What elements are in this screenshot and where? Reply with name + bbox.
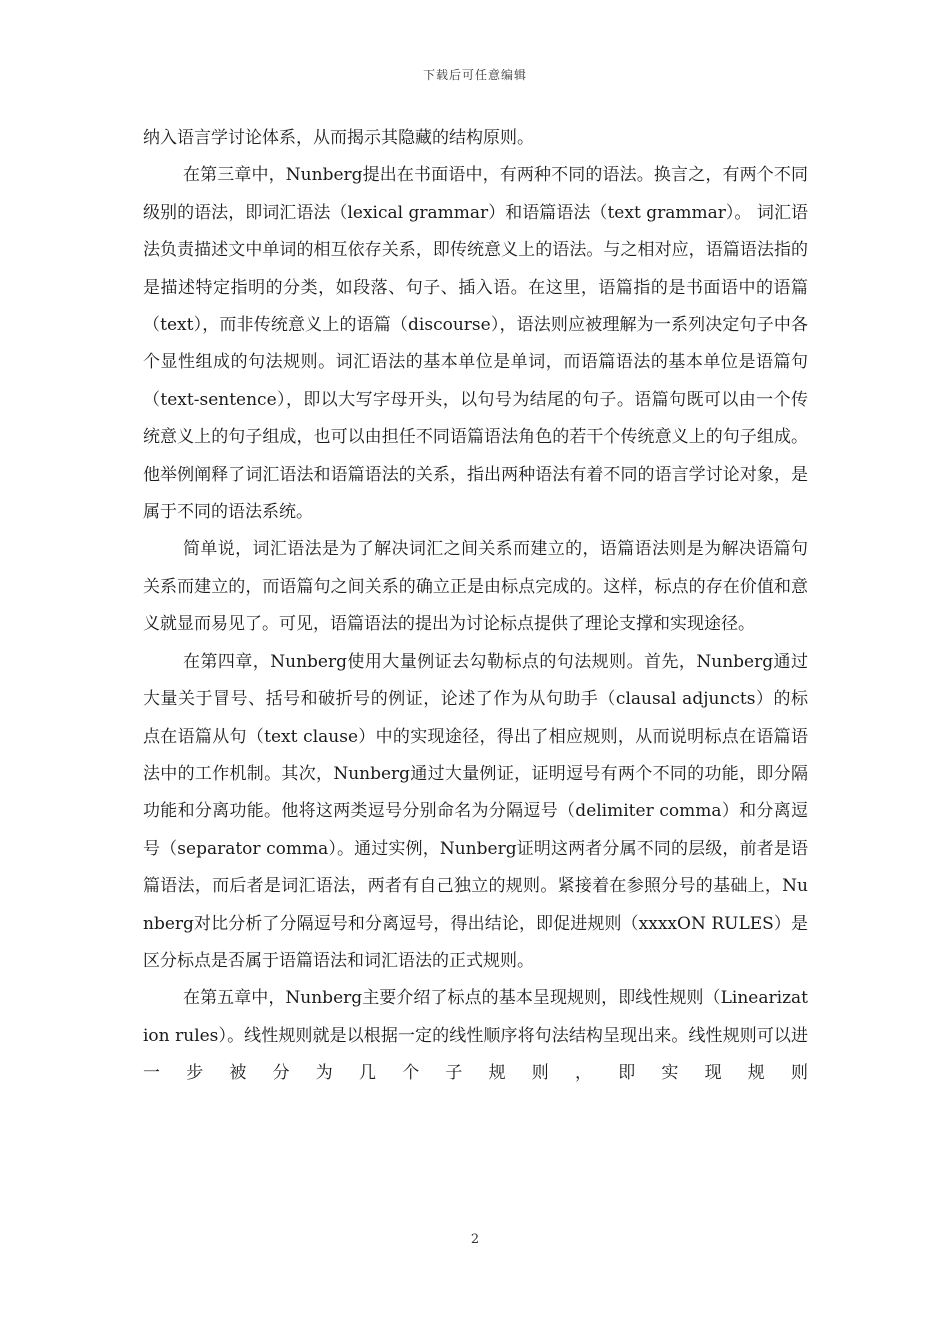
paragraph-chapter-three: 在第三章中，Nunberg提出在书面语中，有两种不同的语法。换言之，有两个不同级别的语法，即词汇语法（lexical grammar）和语篇语法（text grammar）。 词汇语法负责描述文中单词的相互依存关系，即传统意义上的语法。与之相对应，语篇语法指的是描述特定指明的分类，如段落、句子、插入语。在这里，语篇指的是书面语中的语篇（text），而非传统意义上的语篇（discourse），语法则应被理解为一系列决定句子中各个显性组成的句法规则。词汇语法的基本单位是单词，而语篇语法的基本单位是语篇句（text-sentence），即以大写字母开头，以句号为结尾的句子。语篇句既可以由一个传统意义上的句子组成，也可以由担任不同语篇语法角色的若干个传统意义上的句子组成。他举例阐释了词汇语法和语篇语法的关系，指出两种语法有着不同的语言学讨论对象，是属于不同的语法系统。 [143, 165, 808, 523]
paragraph-continuation: 纳入语言学讨论体系，从而揭示其隐藏的结构原则。 [143, 128, 534, 148]
document-body [143, 120, 808, 1093]
page-header: 下载后可任意编辑 [422, 68, 527, 82]
paragraph-chapter-five: 在第五章中，Nunberg主要介绍了标点的基本呈现规则，即线性规则（Linearization rules）。线性规则就是以根据一定的线性顺序将句法结构呈现出来。线性规则可以进一步被分为几个子规则，即实现规则 [143, 988, 808, 1084]
page-number: 2 [470, 1232, 480, 1247]
paragraph-summary: 简单说，词汇语法是为了解决词汇之间关系而建立的，语篇语法则是为解决语篇句关系而建立的，而语篇句之间关系的确立正是由标点完成的。这样，标点的存在价值和意义就显而易见了。可见，语篇语法的提出为讨论标点提供了理论支撑和实现途径。 [143, 539, 808, 635]
paragraph-chapter-four: 在第四章，Nunberg使用大量例证去勾勒标点的句法规则。首先，Nunberg通过大量关于冒号、括号和破折号的例证，论述了作为从句助手（clausal adjuncts）的标点在语篇从句（text clause）中的实现途径，得出了相应规则，从而说明标点在语篇语法中的工作机制。其次，Nunberg通过大量例证，证明逗号有两个不同的功能，即分隔功能和分离功能。他将这两类逗号分别命名为分隔逗号（delimiter comma）和分离逗号（separator comma）。通过实例，Nunberg证明这两者分属不同的层级，前者是语篇语法，而后者是词汇语法，两者有自己独立的规则。紧接着在参照分号的基础上，Nunberg对比分析了分隔逗号和分离逗号，得出结论，即促进规则（xxxxON RULES）是区分标点是否属于语篇语法和词汇语法的正式规则。 [143, 651, 808, 971]
